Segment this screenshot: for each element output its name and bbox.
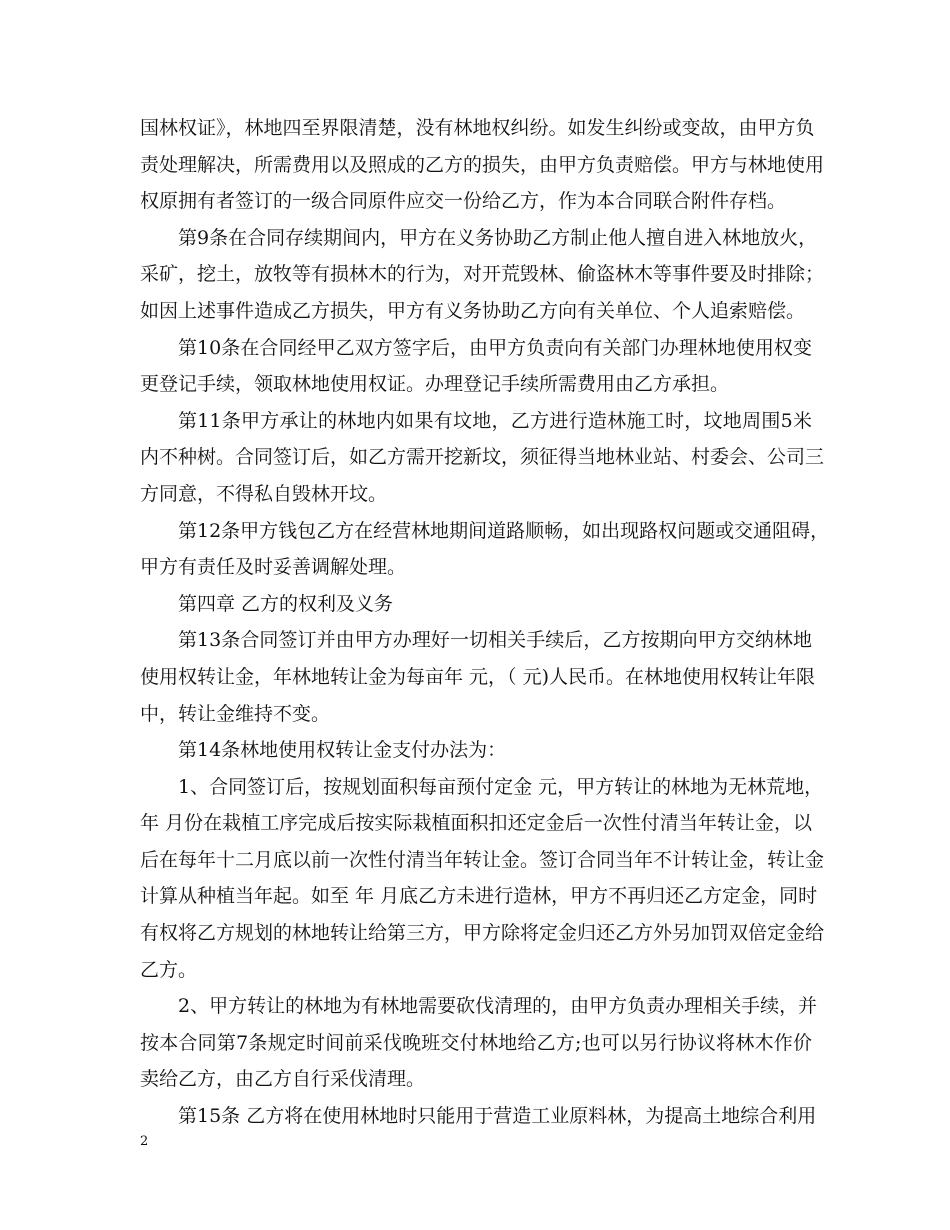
text-line: 第13条合同签订并由甲方办理好一切相关手续后，乙方按期向甲方交纳林地 (178, 629, 812, 652)
text-line: 第10条在合同经甲乙双方签字后，由甲方负责向有关部门办理林地使用权变 (178, 336, 812, 359)
text-line: 按本合同第7条规定时间前采伐晚班交付林地给乙方;也可以另行协议将林木作价 (140, 1031, 812, 1054)
text-line: 第四章 乙方的权利及义务 (178, 592, 394, 615)
text-line: 中，转让金维持不变。 (140, 702, 331, 725)
text-line: 后在每年十二月底以前一次性付清当年转让金。签订合同当年不计转让金，转让金 (140, 848, 825, 871)
text-line: 国林权证》，林地四至界限清楚，没有林地权纠纷。如发生纠纷或变故，由甲方负 (140, 117, 815, 139)
text-line: 第12条甲方钱包乙方在经营林地期间道路顺畅，如出现路权问题或交通阻碍， (178, 519, 830, 542)
text-line: 第11条甲方承让的林地内如果有坟地，乙方进行造林施工时，坟地周围5米 (178, 409, 812, 432)
text-line: 有权将乙方规划的林地转让给第三方，甲方除将定金归还乙方外另加罚双倍定金给 (140, 922, 825, 945)
text-line: 计算从种植当年起。如至 年 月底乙方未进行造林，甲方不再归还乙方定金，同时 (140, 885, 818, 908)
text-line: 采矿，挖土，放牧等有损林木的行为，对开荒毁林、偷盗林木等事件要及时排除； (140, 263, 825, 286)
text-line: 使用权转让金，年林地转让金为每亩年 元，（ 元)人民币。在林地使用权转让年限 (140, 665, 815, 688)
text-line: 更登记手续，领取林地使用权证。办理登记手续所需费用由乙方承担。 (140, 373, 730, 396)
document-body (140, 110, 830, 1135)
text-line: 年 月份在栽植工序完成后按实际栽植面积扣还定金后一次性付清当年转让金，以 (140, 812, 812, 835)
text-line: 内不种树。合同签订后，如乙方需开挖新坟，须征得当地林业站、村委会、公司三 (140, 446, 825, 469)
page-number: 2 (140, 1134, 149, 1149)
text-line: 如因上述事件造成乙方损失，甲方有义务协助乙方向有关单位、个人追索赔偿。 (140, 299, 806, 322)
text-line: 第14条林地使用权转让金支付办法为： (178, 739, 507, 762)
text-line: 方同意，不得私自毁林开坟。 (140, 482, 388, 505)
text-line: 2、甲方转让的林地为有林地需要砍伐清理的，由甲方负责办理相关手续，并 (178, 995, 818, 1018)
text-line: 责处理解决，所需费用以及照成的乙方的损失，由甲方负责赔偿。甲方与林地使用 (140, 153, 825, 176)
text-line: 1、合同签订后，按规划面积每亩预付定金 元，甲方转让的林地为无林荒地， (178, 775, 824, 798)
text-line: 甲方有责任及时妥善调解处理。 (140, 556, 407, 579)
text-line: 第15条 乙方将在使用林地时只能用于营造工业原料林，为提高土地综合利用 (178, 1105, 817, 1128)
text-line: 卖给乙方，由乙方自行采伐清理。 (140, 1068, 426, 1091)
text-line: 权原拥有者签订的一级合同原件应交一份给乙方，作为本合同联合附件存档。 (140, 190, 787, 213)
text-line: 第9条在合同存续期间内，甲方在义务协助乙方制止他人擅自进入林地放火， (178, 226, 818, 249)
text-line: 乙方。 (140, 958, 198, 981)
